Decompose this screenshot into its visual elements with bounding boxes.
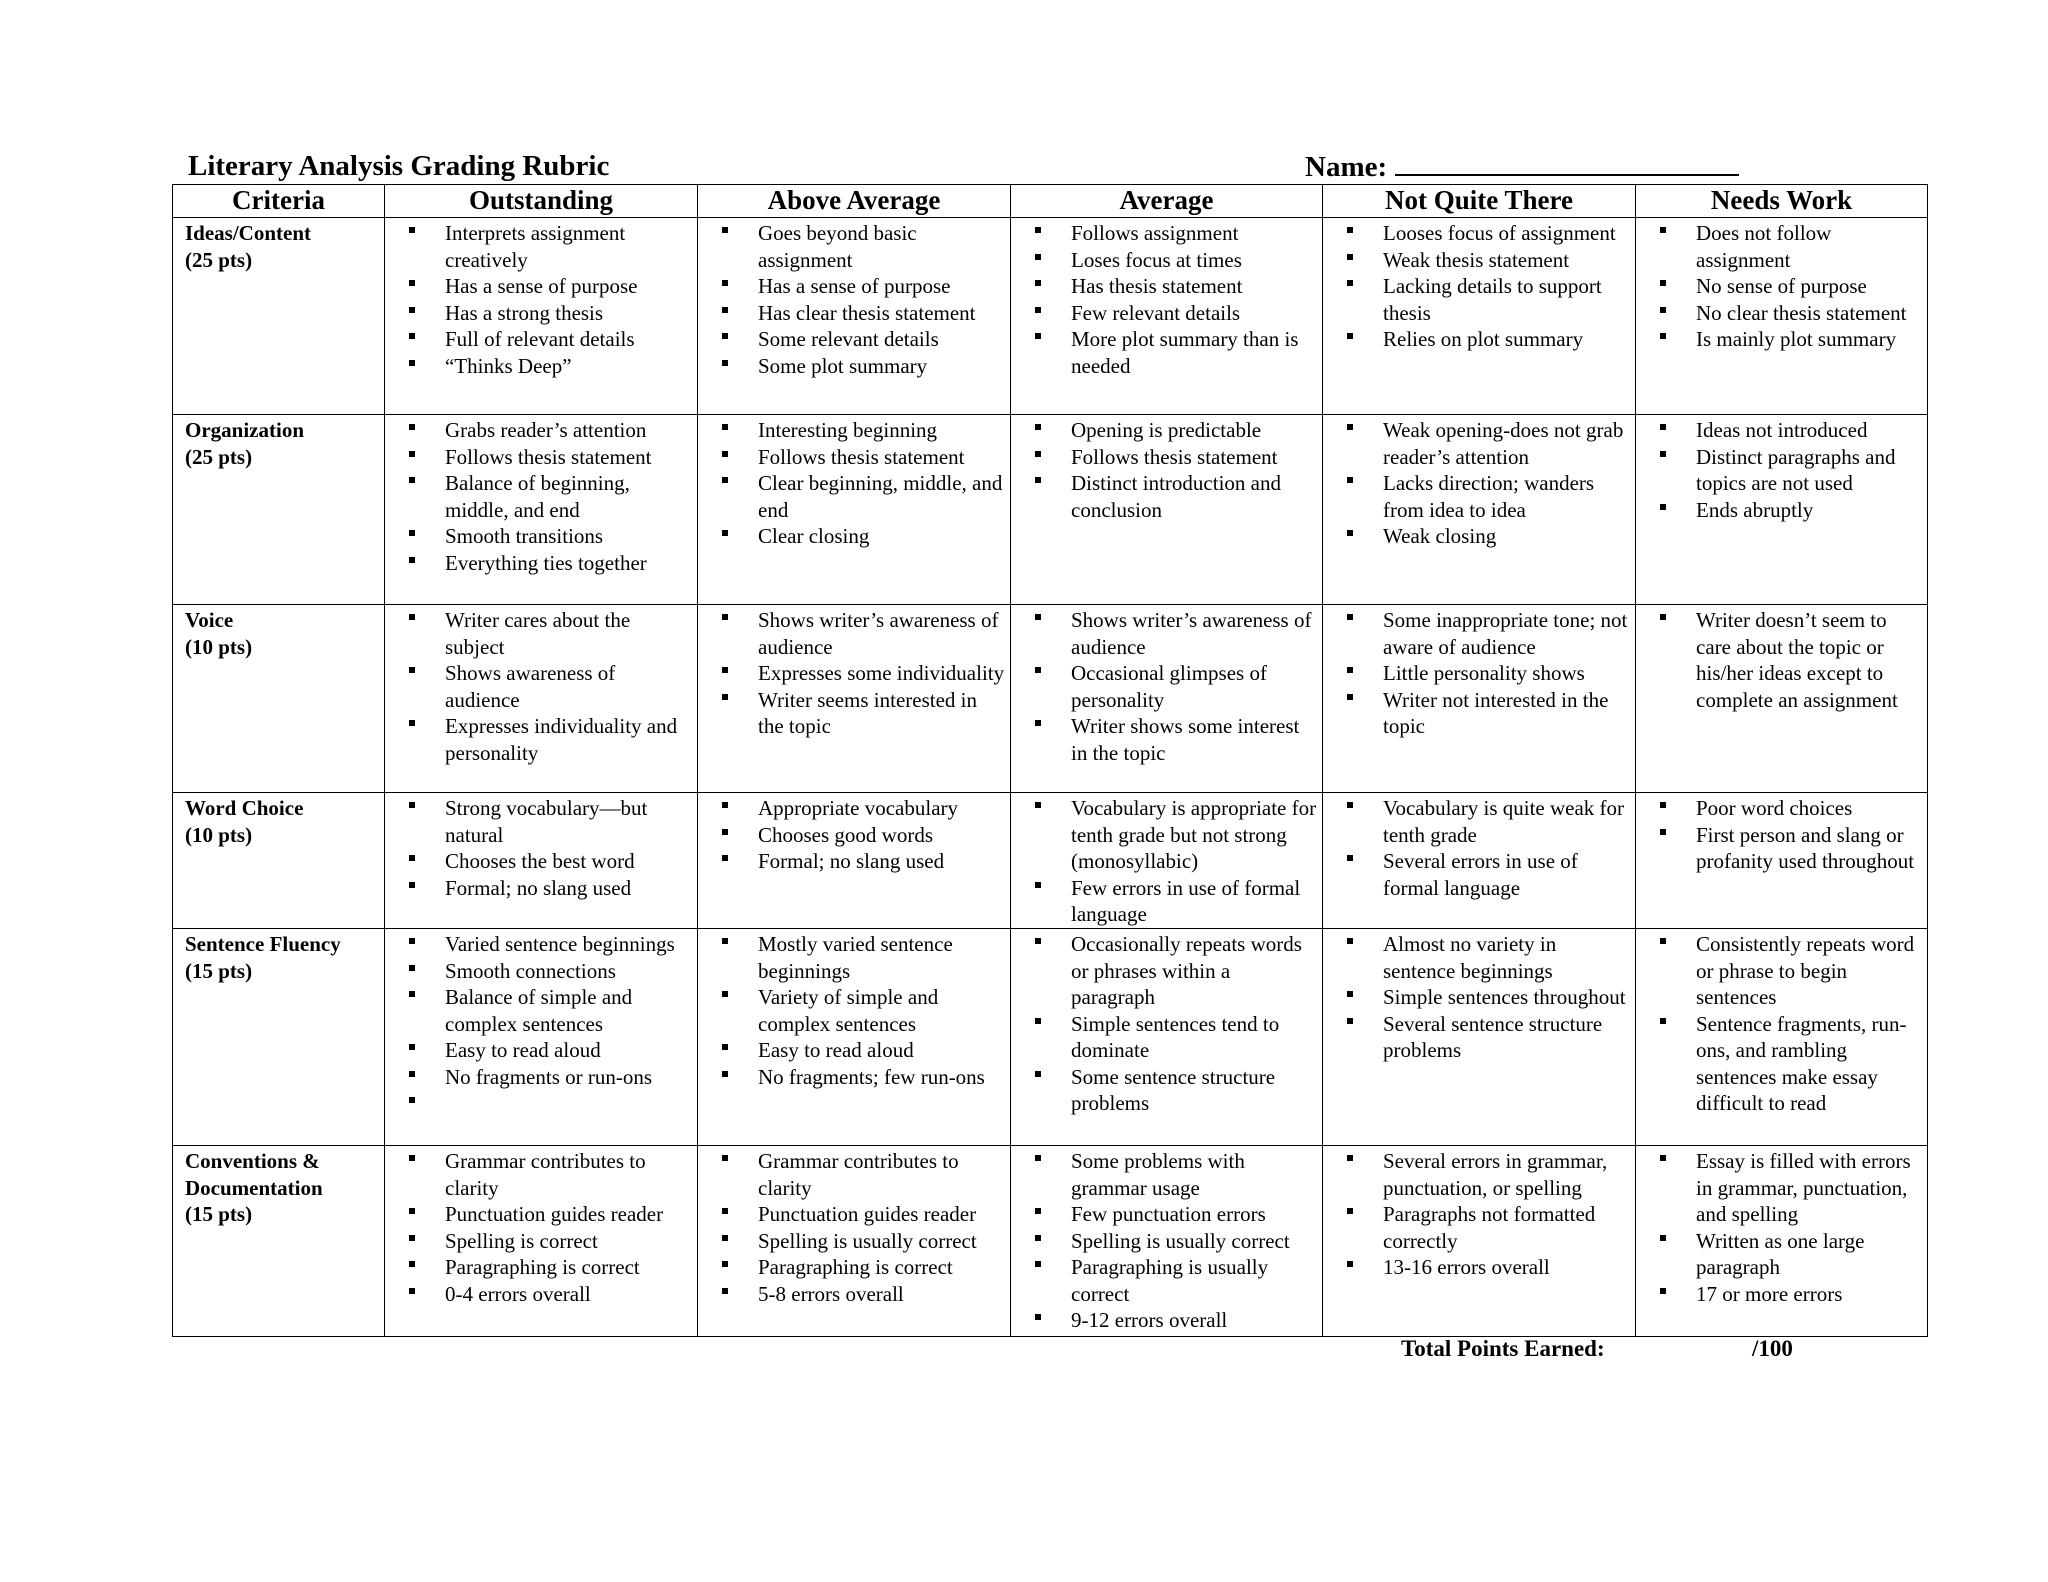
column-header: Average <box>1011 185 1323 218</box>
descriptor-item: Is mainly plot summary <box>1640 326 1923 353</box>
descriptor-list <box>389 1148 693 1307</box>
descriptor-list <box>1327 795 1631 901</box>
descriptor-list <box>389 417 693 576</box>
criterion-cell <box>173 929 385 1146</box>
descriptor-item: Grabs reader’s attention <box>389 417 693 444</box>
descriptor-item: No clear thesis statement <box>1640 300 1923 327</box>
descriptor-item: Smooth connections <box>389 958 693 985</box>
descriptor-item: Expresses some individuality <box>702 660 1006 687</box>
descriptor-cell <box>385 605 698 793</box>
rubric-row <box>173 929 1928 1146</box>
descriptor-cell <box>1011 605 1323 793</box>
descriptor-item: Opening is predictable <box>1015 417 1318 444</box>
descriptor-item: Loses focus at times <box>1015 247 1318 274</box>
rubric-row <box>173 415 1928 605</box>
descriptor-item: Some inappropriate tone; not aware of audience <box>1327 607 1631 660</box>
descriptor-cell <box>1323 605 1636 793</box>
descriptor-list <box>1327 220 1631 353</box>
descriptor-item <box>389 1090 693 1117</box>
descriptor-item: No sense of purpose <box>1640 273 1923 300</box>
descriptor-cell <box>698 415 1011 605</box>
descriptor-cell <box>1636 415 1928 605</box>
descriptor-item: No fragments or run-ons <box>389 1064 693 1091</box>
descriptor-list <box>1015 1148 1318 1334</box>
descriptor-item: Easy to read aloud <box>389 1037 693 1064</box>
descriptor-item: Some relevant details <box>702 326 1006 353</box>
descriptor-cell <box>385 415 698 605</box>
descriptor-item: Writer not interested in the topic <box>1327 687 1631 740</box>
descriptor-item: Grammar contributes to clarity <box>702 1148 1006 1201</box>
descriptor-item: Balance of simple and complex sentences <box>389 984 693 1037</box>
descriptor-list <box>1640 417 1923 523</box>
criterion-cell <box>173 415 385 605</box>
descriptor-item: Almost no variety in sentence beginnings <box>1327 931 1631 984</box>
descriptor-item: Writer cares about the subject <box>389 607 693 660</box>
descriptor-item: Has a strong thesis <box>389 300 693 327</box>
column-header: Above Average <box>698 185 1011 218</box>
descriptor-item: Few relevant details <box>1015 300 1318 327</box>
descriptor-item: Paragraphs not formatted correctly <box>1327 1201 1631 1254</box>
descriptor-item: Has thesis statement <box>1015 273 1318 300</box>
descriptor-item: Occasionally repeats words or phrases within a paragraph <box>1015 931 1318 1011</box>
descriptor-item: Shows awareness of audience <box>389 660 693 713</box>
descriptor-list <box>1640 220 1923 353</box>
descriptor-list <box>1640 931 1923 1117</box>
descriptor-item: Interprets assignment creatively <box>389 220 693 273</box>
total-points-value: /100 <box>1752 1336 1793 1361</box>
descriptor-list <box>389 795 693 901</box>
descriptor-cell <box>1011 793 1323 929</box>
descriptor-item: Varied sentence beginnings <box>389 931 693 958</box>
descriptor-item: Looses focus of assignment <box>1327 220 1631 247</box>
criterion-points: (10 pts) <box>185 822 253 847</box>
descriptor-item: Several errors in grammar, punctuation, or spelling <box>1327 1148 1631 1201</box>
descriptor-item: Some sentence structure problems <box>1015 1064 1318 1117</box>
descriptor-item: Goes beyond basic assignment <box>702 220 1006 273</box>
descriptor-cell <box>1636 929 1928 1146</box>
descriptor-item: Shows writer’s awareness of audience <box>702 607 1006 660</box>
descriptor-list <box>1015 795 1318 928</box>
descriptor-item: Few errors in use of formal language <box>1015 875 1318 928</box>
descriptor-item: Writer doesn’t seem to care about the topic or his/her ideas except to complete an assignment <box>1640 607 1923 713</box>
descriptor-cell <box>385 218 698 415</box>
descriptor-item: Distinct paragraphs and topics are not used <box>1640 444 1923 497</box>
criterion-cell <box>173 1146 385 1337</box>
descriptor-list <box>1640 1148 1923 1307</box>
descriptor-cell <box>1636 605 1928 793</box>
criterion-cell <box>173 218 385 415</box>
descriptor-cell <box>698 793 1011 929</box>
descriptor-cell <box>1011 415 1323 605</box>
descriptor-list <box>1015 417 1318 523</box>
descriptor-cell <box>385 1146 698 1337</box>
descriptor-item: Full of relevant details <box>389 326 693 353</box>
descriptor-item: Follows thesis statement <box>1015 444 1318 471</box>
descriptor-item: Written as one large paragraph <box>1640 1228 1923 1281</box>
criterion-cell <box>173 605 385 793</box>
name-label: Name: <box>1305 151 1388 183</box>
rubric-header <box>188 148 1922 184</box>
descriptor-list <box>702 607 1006 740</box>
descriptor-item: Some problems with grammar usage <box>1015 1148 1318 1201</box>
descriptor-list <box>1327 417 1631 550</box>
descriptor-item: Little personality shows <box>1327 660 1631 687</box>
descriptor-item: Balance of beginning, middle, and end <box>389 470 693 523</box>
document-title: Literary Analysis Grading Rubric <box>188 150 610 182</box>
descriptor-item: Lacks direction; wanders from idea to idea <box>1327 470 1631 523</box>
descriptor-list <box>702 417 1006 550</box>
rubric-table <box>172 184 1928 1337</box>
descriptor-cell <box>1323 415 1636 605</box>
descriptor-item: Occasional glimpses of personality <box>1015 660 1318 713</box>
descriptor-cell <box>1636 793 1928 929</box>
descriptor-item: Punctuation guides reader <box>702 1201 1006 1228</box>
descriptor-list <box>1640 795 1923 875</box>
descriptor-cell <box>385 929 698 1146</box>
descriptor-item: Mostly varied sentence beginnings <box>702 931 1006 984</box>
criterion-points: (25 pts) <box>185 444 253 469</box>
descriptor-item: Variety of simple and complex sentences <box>702 984 1006 1037</box>
descriptor-item: Shows writer’s awareness of audience <box>1015 607 1318 660</box>
descriptor-item: Several sentence structure problems <box>1327 1011 1631 1064</box>
descriptor-item: Paragraphing is correct <box>389 1254 693 1281</box>
descriptor-item: Consistently repeats word or phrase to begin sentences <box>1640 931 1923 1011</box>
descriptor-item: Paragraphing is correct <box>702 1254 1006 1281</box>
name-blank-line <box>1395 148 1739 176</box>
descriptor-item: Paragraphing is usually correct <box>1015 1254 1318 1307</box>
descriptor-list <box>1640 607 1923 713</box>
descriptor-list <box>1015 607 1318 766</box>
descriptor-cell <box>1323 929 1636 1146</box>
descriptor-item: Formal; no slang used <box>702 848 1006 875</box>
descriptor-item: 9-12 errors overall <box>1015 1307 1318 1334</box>
criterion-name: Ideas/Content <box>185 221 312 245</box>
descriptor-item: Vocabulary is appropriate for tenth grade but not strong (monosyllabic) <box>1015 795 1318 875</box>
descriptor-item: 13-16 errors overall <box>1327 1254 1631 1281</box>
criterion-points: (10 pts) <box>185 634 253 659</box>
descriptor-cell <box>1323 793 1636 929</box>
descriptor-cell <box>385 793 698 929</box>
descriptor-list <box>702 220 1006 379</box>
descriptor-item: 5-8 errors overall <box>702 1281 1006 1308</box>
descriptor-item: More plot summary than is needed <box>1015 326 1318 379</box>
descriptor-cell <box>1011 1146 1323 1337</box>
descriptor-item: Some plot summary <box>702 353 1006 380</box>
descriptor-item: “Thinks Deep” <box>389 353 693 380</box>
criterion-name: Conventions & Documentation <box>185 1149 323 1200</box>
descriptor-cell <box>1323 218 1636 415</box>
criterion-name: Voice <box>185 608 234 632</box>
descriptor-item: Writer seems interested in the topic <box>702 687 1006 740</box>
descriptor-item: Strong vocabulary—but natural <box>389 795 693 848</box>
descriptor-item: Lacking details to support thesis <box>1327 273 1631 326</box>
descriptor-item: Essay is filled with errors in grammar, punctuation, and spelling <box>1640 1148 1923 1228</box>
criterion-name: Organization <box>185 418 304 442</box>
column-header: Outstanding <box>385 185 698 218</box>
descriptor-item: Spelling is correct <box>389 1228 693 1255</box>
descriptor-item: Has a sense of purpose <box>389 273 693 300</box>
rubric-row <box>173 605 1928 793</box>
descriptor-item: 17 or more errors <box>1640 1281 1923 1308</box>
descriptor-item: Spelling is usually correct <box>1015 1228 1318 1255</box>
descriptor-item: Grammar contributes to clarity <box>389 1148 693 1201</box>
descriptor-cell <box>1011 929 1323 1146</box>
descriptor-item: No fragments; few run-ons <box>702 1064 1006 1091</box>
total-points-label: Total Points Earned: <box>1401 1336 1605 1361</box>
descriptor-item: Sentence fragments, run-ons, and rambling sentences make essay difficult to read <box>1640 1011 1923 1117</box>
descriptor-item: Weak closing <box>1327 523 1631 550</box>
descriptor-cell <box>1323 1146 1636 1337</box>
rubric-row <box>173 793 1928 929</box>
descriptor-item: Simple sentences throughout <box>1327 984 1631 1011</box>
descriptor-item: Chooses good words <box>702 822 1006 849</box>
descriptor-list <box>1015 931 1318 1117</box>
descriptor-cell <box>698 218 1011 415</box>
descriptor-item: Writer shows some interest in the topic <box>1015 713 1318 766</box>
descriptor-cell <box>1636 1146 1928 1337</box>
descriptor-item: Everything ties together <box>389 550 693 577</box>
descriptor-list <box>702 1148 1006 1307</box>
descriptor-item: Smooth transitions <box>389 523 693 550</box>
descriptor-cell <box>1636 218 1928 415</box>
descriptor-item: 0-4 errors overall <box>389 1281 693 1308</box>
descriptor-item: Vocabulary is quite weak for tenth grade <box>1327 795 1631 848</box>
descriptor-item: Ends abruptly <box>1640 497 1923 524</box>
descriptor-cell <box>698 1146 1011 1337</box>
descriptor-item: Chooses the best word <box>389 848 693 875</box>
descriptor-item: Ideas not introduced <box>1640 417 1923 444</box>
descriptor-item: Follows assignment <box>1015 220 1318 247</box>
descriptor-list <box>389 607 693 766</box>
descriptor-list <box>702 931 1006 1090</box>
criterion-points: (25 pts) <box>185 247 253 272</box>
descriptor-item: Clear closing <box>702 523 1006 550</box>
header-row <box>173 185 1928 218</box>
rubric-row <box>173 1146 1928 1337</box>
criterion-name: Sentence Fluency <box>185 932 341 956</box>
descriptor-item: Interesting beginning <box>702 417 1006 444</box>
descriptor-item: Follows thesis statement <box>389 444 693 471</box>
descriptor-list <box>1327 607 1631 740</box>
descriptor-item: Does not follow assignment <box>1640 220 1923 273</box>
criterion-name: Word Choice <box>185 796 304 820</box>
descriptor-item: Spelling is usually correct <box>702 1228 1006 1255</box>
descriptor-item: Appropriate vocabulary <box>702 795 1006 822</box>
descriptor-item: Has a sense of purpose <box>702 273 1006 300</box>
descriptor-item: Simple sentences tend to dominate <box>1015 1011 1318 1064</box>
descriptor-list <box>1327 931 1631 1064</box>
descriptor-item: Poor word choices <box>1640 795 1923 822</box>
criterion-points: (15 pts) <box>185 1202 253 1226</box>
name-field <box>1305 148 1739 185</box>
descriptor-list <box>702 795 1006 875</box>
descriptor-item: Follows thesis statement <box>702 444 1006 471</box>
descriptor-item: Punctuation guides reader <box>389 1201 693 1228</box>
rubric-row <box>173 218 1928 415</box>
descriptor-list <box>1015 220 1318 379</box>
criterion-points: (15 pts) <box>185 958 253 983</box>
descriptor-cell <box>1011 218 1323 415</box>
descriptor-item: First person and slang or profanity used throughout <box>1640 822 1923 875</box>
descriptor-item: Weak thesis statement <box>1327 247 1631 274</box>
descriptor-item: Easy to read aloud <box>702 1037 1006 1064</box>
column-header: Needs Work <box>1636 185 1928 218</box>
descriptor-item: Relies on plot summary <box>1327 326 1631 353</box>
descriptor-item: Clear beginning, middle, and end <box>702 470 1006 523</box>
descriptor-item: Distinct introduction and conclusion <box>1015 470 1318 523</box>
column-header: Criteria <box>173 185 385 218</box>
descriptor-cell <box>698 605 1011 793</box>
descriptor-item: Several errors in use of formal language <box>1327 848 1631 901</box>
descriptor-item: Few punctuation errors <box>1015 1201 1318 1228</box>
descriptor-list <box>389 931 693 1117</box>
descriptor-item: Has clear thesis statement <box>702 300 1006 327</box>
descriptor-list <box>1327 1148 1631 1281</box>
descriptor-item: Expresses individuality and personality <box>389 713 693 766</box>
descriptor-cell <box>698 929 1011 1146</box>
column-header: Not Quite There <box>1323 185 1636 218</box>
criterion-cell <box>173 793 385 929</box>
descriptor-item: Weak opening-does not grab reader’s attention <box>1327 417 1631 470</box>
descriptor-list <box>389 220 693 379</box>
descriptor-item: Formal; no slang used <box>389 875 693 902</box>
